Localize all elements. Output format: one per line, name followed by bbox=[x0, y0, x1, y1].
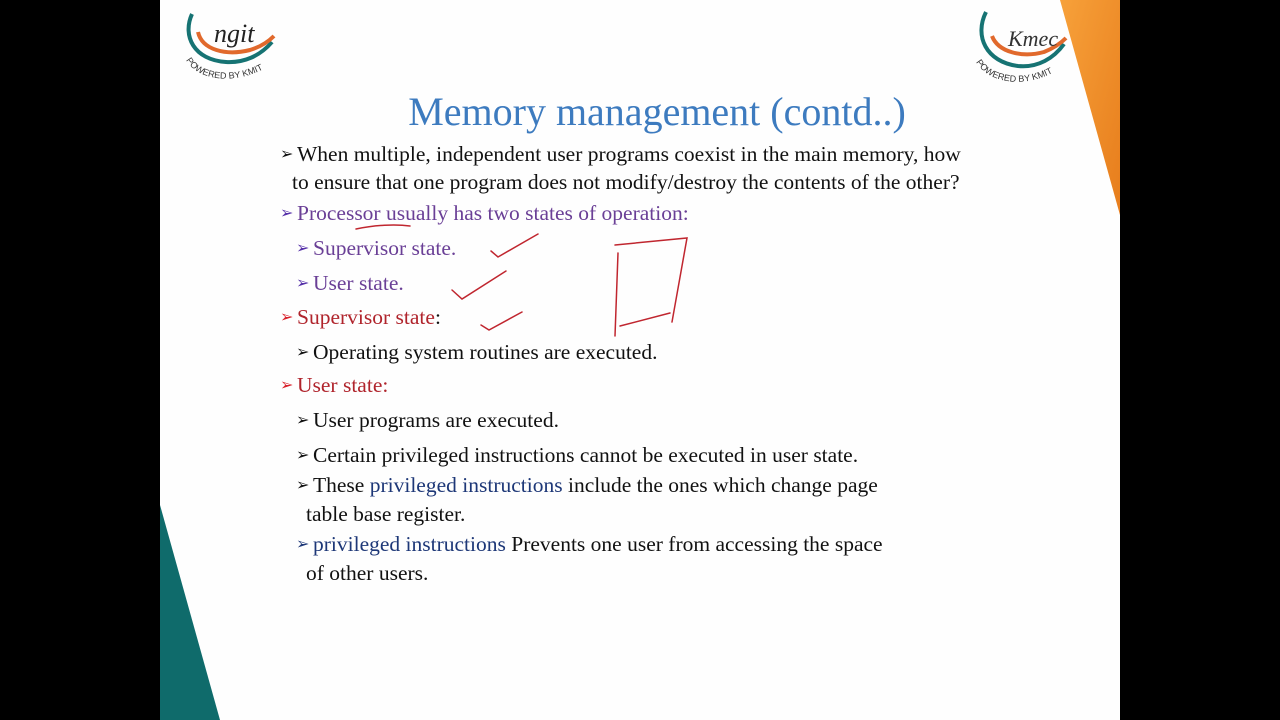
ngit-logo-text: ngit bbox=[214, 19, 255, 48]
arrow-bullet-icon: ➢ bbox=[280, 144, 294, 163]
sub-bullet-item: ➢ These privileged instructions include the ones which change page bbox=[296, 473, 878, 497]
arrow-bullet-icon: ➢ bbox=[296, 238, 310, 257]
arrow-bullet-icon: ➢ bbox=[296, 475, 310, 494]
arrow-bullet-icon: ➢ bbox=[296, 445, 310, 464]
bullet-item: ➢ User state: bbox=[280, 373, 389, 397]
ngit-logo-tagline: POWERED BY KMIT bbox=[184, 55, 265, 81]
slide-title: Memory management (contd..) bbox=[408, 89, 906, 134]
bullet-item-continuation: to ensure that one program does not modify/destroy the contents of the other? bbox=[292, 170, 960, 194]
arrow-bullet-icon: ➢ bbox=[296, 273, 310, 292]
kmec-logo bbox=[972, 6, 1072, 91]
sub-bullet-item: ➢ Operating system routines are executed. bbox=[296, 340, 658, 364]
sub-bullet-item: ➢ Supervisor state. bbox=[296, 236, 457, 260]
bullet-item: ➢ When multiple, independent user programs coexist in the main memory, how bbox=[280, 142, 961, 166]
sub-bullet-item-continuation: of other users. bbox=[306, 561, 429, 585]
teal-corner-shape bbox=[160, 505, 220, 720]
bullet-item: ➢ Supervisor state: bbox=[280, 305, 441, 329]
slide bbox=[160, 0, 1120, 720]
kmec-logo-text: Kmec bbox=[1008, 26, 1059, 51]
arrow-bullet-icon: ➢ bbox=[280, 307, 294, 326]
bullet-item: ➢ Processor usually has two states of operation: bbox=[280, 201, 689, 225]
arrow-bullet-icon: ➢ bbox=[280, 203, 294, 222]
sub-bullet-item: ➢ privileged instructions Prevents one user from accessing the space bbox=[296, 532, 883, 556]
arrow-bullet-icon: ➢ bbox=[296, 534, 310, 553]
sub-bullet-item: ➢ Certain privileged instructions cannot be executed in user state. bbox=[296, 443, 859, 467]
arrow-bullet-icon: ➢ bbox=[280, 375, 294, 394]
sub-bullet-item-continuation: table base register. bbox=[306, 502, 466, 526]
arrow-bullet-icon: ➢ bbox=[296, 342, 310, 361]
kmec-logo-tagline: POWERED BY KMIT bbox=[974, 57, 1054, 84]
sub-bullet-item: ➢ User programs are executed. bbox=[296, 408, 559, 432]
arrow-bullet-icon: ➢ bbox=[296, 410, 310, 429]
sub-bullet-item: ➢ User state. bbox=[296, 271, 404, 295]
ngit-logo bbox=[180, 6, 280, 86]
